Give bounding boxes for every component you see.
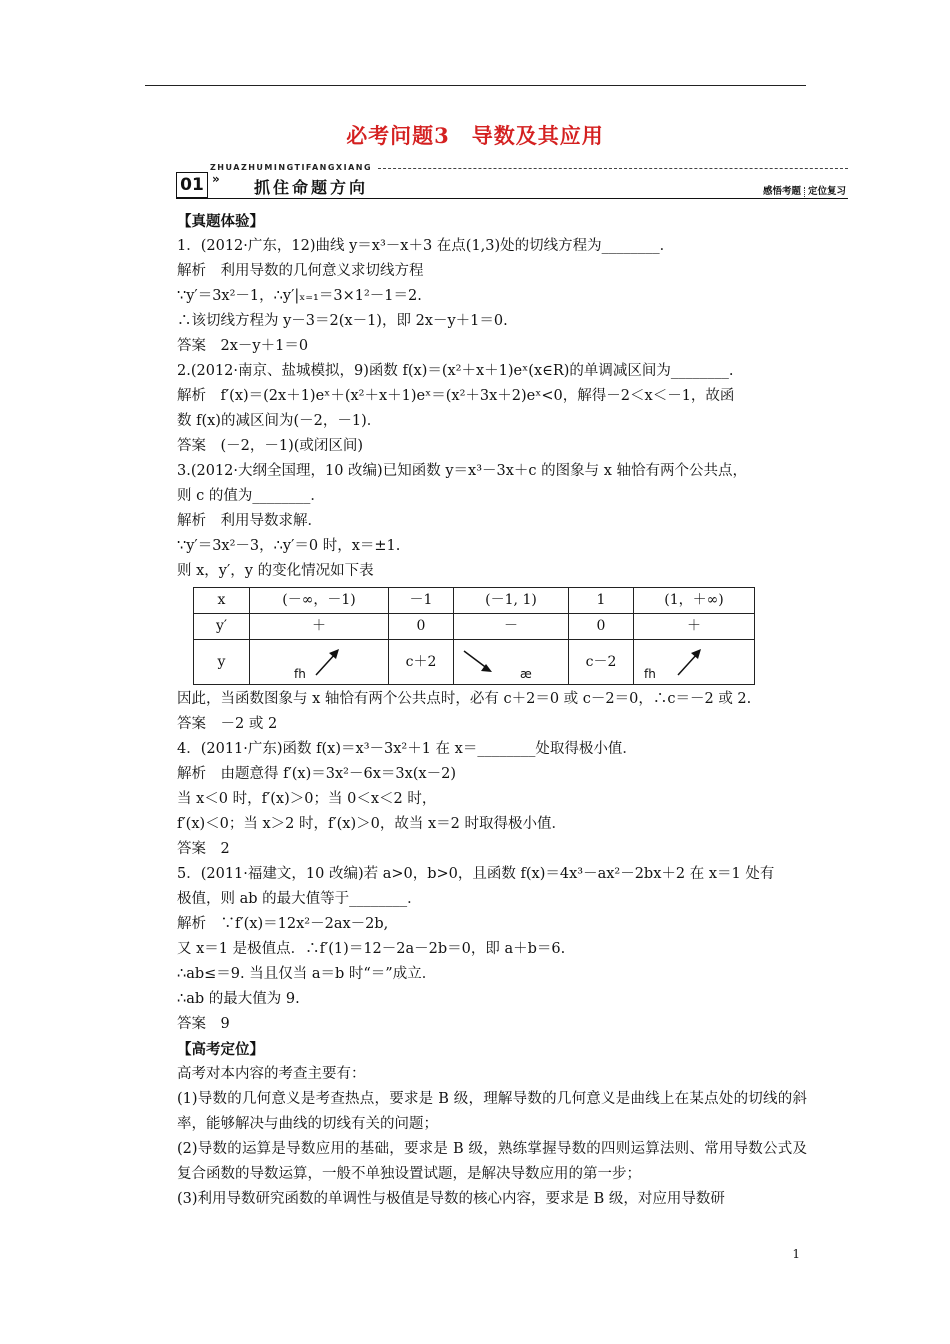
problem-5-step: ∴ab 的最大值为 9. [177,991,300,1007]
gaokao-intro: 高考对本内容的考查主要有： [177,1066,366,1082]
table-cell-increasing [250,640,389,685]
table-cell: ＋ [250,614,389,640]
table-cell: －1 [389,588,454,614]
problem-3-question: 3.(2012·大纲全国理，10 改编)已知函数 y＝x³－3x＋c 的图象与 x 轴恰有两个公共点， [177,463,748,479]
decreasing-arrow-icon [458,645,518,679]
problem-4-answer: 答案 2 [177,841,230,857]
banner-tag-left: 感悟考题 [762,186,801,197]
banner-label: 抓住命题方向 [254,178,369,197]
problem-4-step: f′(x)＜0；当 x＞2 时，f′(x)＞0，故当 x＝2 时取得极小值． [177,816,566,832]
table-cell: (－1, 1) [454,588,569,614]
problem-5-step: 又 x＝1 是极值点．∴f′(1)＝12－2a－2b＝0，即 a＋b＝6. [177,941,566,957]
table-cell-decreasing [454,640,569,685]
problem-3-step: ∵y′＝3x²－3，∴y′＝0 时，x＝±1. [177,538,401,554]
banner-tags [763,183,846,197]
problem-4-question: 4．(2011·广东)函数 f(x)＝x³－3x²＋1 在 x＝________处取得极小值． [177,741,637,757]
problem-5-answer: 答案 9 [177,1016,230,1032]
glyph-label: æ [520,667,532,681]
banner-tag-separator [804,187,805,197]
table-cell: ＋ [634,614,755,640]
variation-table [193,587,755,685]
problem-3-question: 则 c 的值为________． [177,488,325,504]
problem-1-solution: 解析 利用导数的几何意义求切线方程 [177,263,424,279]
table-cell-increasing [634,640,755,685]
glyph-label: fh [294,667,306,681]
gaokao-item: (2)导数的运算是导数应用的基础，要求是 B 级，熟练掌握导数的四则运算法则、常用导数公式及复合函数的导数运算，一般不单独设置试题，是解决导数应用的第一步； [177,1141,807,1182]
banner-tag-right: 定位复习 [807,186,846,197]
increasing-arrow-icon [312,645,372,679]
problem-2-solution: 解析 f′(x)＝(2x＋1)eˣ＋(x²＋x＋1)eˣ＝(x²＋3x＋2)eˣ<0，解得－2＜x＜－1，故函 [177,388,735,404]
problem-5-step: ∴ab≤＝9. 当且仅当 a＝b 时“＝”成立． [177,966,437,982]
page-number: 1 [792,1247,800,1261]
gaokao-item: (3)利用导数研究函数的单调性与极值是导数的核心内容，要求是 B 级，对应用导数研 [177,1191,725,1207]
problem-4-solution: 解析 由题意得 f′(x)＝3x²－6x＝3x(x－2) [177,766,456,782]
problem-3-answer: 答案 －2 或 2 [177,716,278,732]
section-heading: 【真题体验】 [177,213,264,230]
header-rule [145,85,806,86]
banner-rule [176,198,848,199]
table-row [194,614,755,640]
problem-1-answer: 答案 2x－y＋1＝0 [177,338,309,354]
problem-4-step: 当 x＜0 时，f′(x)＞0；当 0＜x＜2 时， [177,791,437,807]
banner-arrow-icon: » [212,172,220,186]
document-body [177,209,807,1212]
table-cell: y′ [194,614,250,640]
section-heading: 【高考定位】 [177,1041,264,1058]
increasing-arrow-icon [674,645,734,679]
glyph-label: fh [644,667,656,681]
table-cell: y [194,640,250,685]
problem-1-step: ∵y′＝3x²－1，∴y′|ₓ₌₁＝3×1²－1＝2. [177,288,422,304]
problem-3-solution: 解析 利用导数求解． [177,513,322,529]
problem-3-step: 则 x，y′，y 的变化情况如下表 [177,563,374,579]
problem-2-step: 数 f(x)的减区间为(－2，－1)． [177,413,382,429]
table-cell: c＋2 [389,640,454,685]
table-row [194,640,755,685]
problem-1-step: ∴该切线方程为 y－3＝2(x－1)，即 2x－y＋1＝0. [177,313,508,329]
problem-5-question: 极值，则 ab 的最大值等于________． [177,891,422,907]
gaokao-item: (1)导数的几何意义是考查热点，要求是 B 级，理解导数的几何意义是曲线上在某点处的切线的斜率，能够解决与曲线的切线有关的问题； [177,1091,807,1132]
table-cell: c－2 [569,640,634,685]
banner-number: 01 [176,172,208,198]
problem-5-solution: 解析 ∵f′(x)＝12x²－2ax－2b, [177,916,389,932]
table-row [194,588,755,614]
table-cell: x [194,588,250,614]
table-cell: 0 [569,614,634,640]
table-cell: 1 [569,588,634,614]
problem-2-answer: 答案 (－2，－1)(或闭区间) [177,438,364,454]
banner-dashed-rule [378,168,848,169]
problem-1-question: 1．(2012·广东，12)曲线 y＝x³－x＋3 在点(1,3)处的切线方程为________． [177,238,675,254]
table-cell: 0 [389,614,454,640]
table-cell: (1，＋∞) [634,588,755,614]
problem-3-conclusion: 因此，当函数图象与 x 轴恰有两个公共点时，必有 c＋2＝0 或 c－2＝0，∴c＝－2 或 2. [177,691,752,707]
table-cell: (－∞，－1) [250,588,389,614]
page-title: 必考问题3 导数及其应用 [346,123,604,148]
banner-pinyin: ZHUAZHUMINGTIFANGXIANG [210,163,373,172]
problem-5-question: 5．(2011·福建文，10 改编)若 a>0，b>0，且函数 f(x)＝4x³－ax²－2bx＋2 在 x＝1 处有 [177,866,775,882]
problem-2-question: 2.(2012·南京、盐城模拟，9)函数 f(x)＝(x²＋x＋1)eˣ(x∈R)的单调减区间为________. [177,363,734,379]
table-cell: － [454,614,569,640]
